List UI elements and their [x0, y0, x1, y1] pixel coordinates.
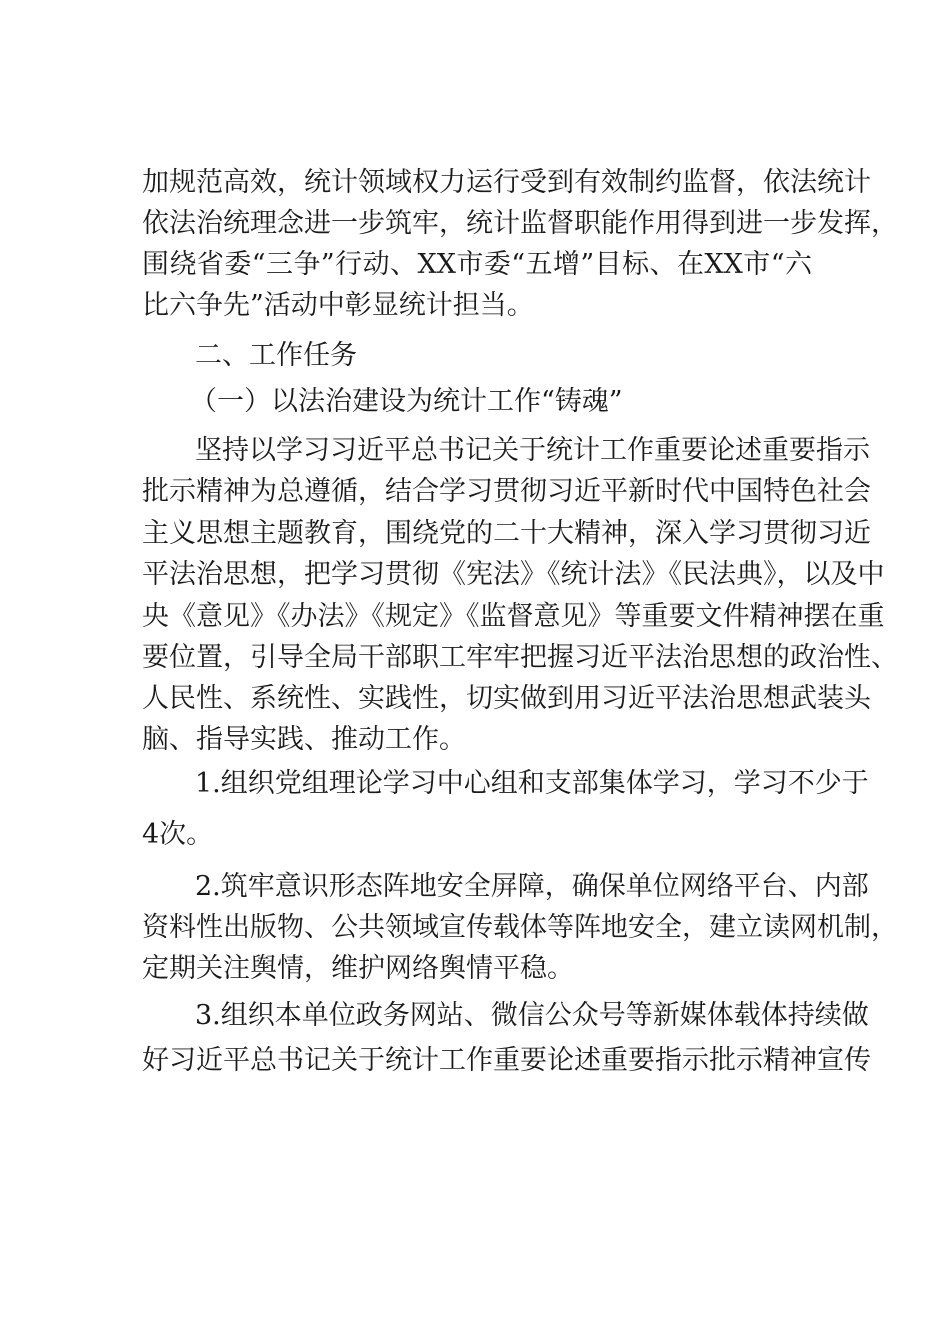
- body-line-3: 围绕省委“三争”行动、XX市委“五增”目标、在XX市“六: [142, 249, 812, 280]
- body-line-14: 脑、指导实践、推动工作。: [142, 724, 466, 755]
- body-line-2: 依法治统理念进一步筑牢，统计监督职能作用得到进一步发挥，: [142, 208, 898, 239]
- body-line-7: 坚持以学习习近平总书记关于统计工作重要论述重要指示: [195, 435, 870, 466]
- body-line-11: 央《意见》《办法》《规定》《监督意见》等重要文件精神摆在重: [142, 601, 885, 632]
- body-line-8: 批示精神为总遵循，结合学习贯彻习近平新时代中国特色社会: [142, 476, 871, 507]
- list-item-3-line-1: 3.组织本单位政务网站、微信公众号等新媒体载体持续做: [195, 1000, 869, 1031]
- body-line-9: 主义思想主题教育，围绕党的二十大精神，深入学习贯彻习近: [142, 518, 871, 549]
- list-item-2-line-2: 资料性出版物、公共领域宣传载体等阵地安全，建立读网机制，: [142, 912, 898, 943]
- body-line-10: 平法治思想，把学习贯彻《宪法》《统计法》《民法典》，以及中: [142, 559, 885, 590]
- body-line-13: 人民性、系统性、实践性，切实做到用习近平法治思想武装头: [142, 683, 871, 714]
- section-heading: 二、工作任务: [195, 340, 357, 371]
- list-item-2-line-3: 定期关注舆情，维护网络舆情平稳。: [142, 953, 574, 984]
- body-line-4: 比六争先”活动中彰显统计担当。: [142, 290, 534, 321]
- body-line-12: 要位置，引导全局干部职工牢牢把握习近平法治思想的政治性、: [142, 642, 898, 673]
- subsection-heading: （一）以法治建设为统计工作“铸魂”: [190, 386, 623, 417]
- list-item-1-line-1: 1.组织党组理论学习中心组和支部集体学习，学习不少于: [195, 768, 869, 799]
- list-item-1-line-2: 4次。: [142, 819, 214, 850]
- list-item-2-line-1: 2.筑牢意识形态阵地安全屏障，确保单位网络平台、内部: [195, 871, 869, 902]
- list-item-3-line-2: 好习近平总书记关于统计工作重要论述重要指示批示精神宣传: [142, 1045, 871, 1076]
- body-line-1: 加规范高效，统计领域权力运行受到有效制约监督，依法统计: [142, 167, 871, 198]
